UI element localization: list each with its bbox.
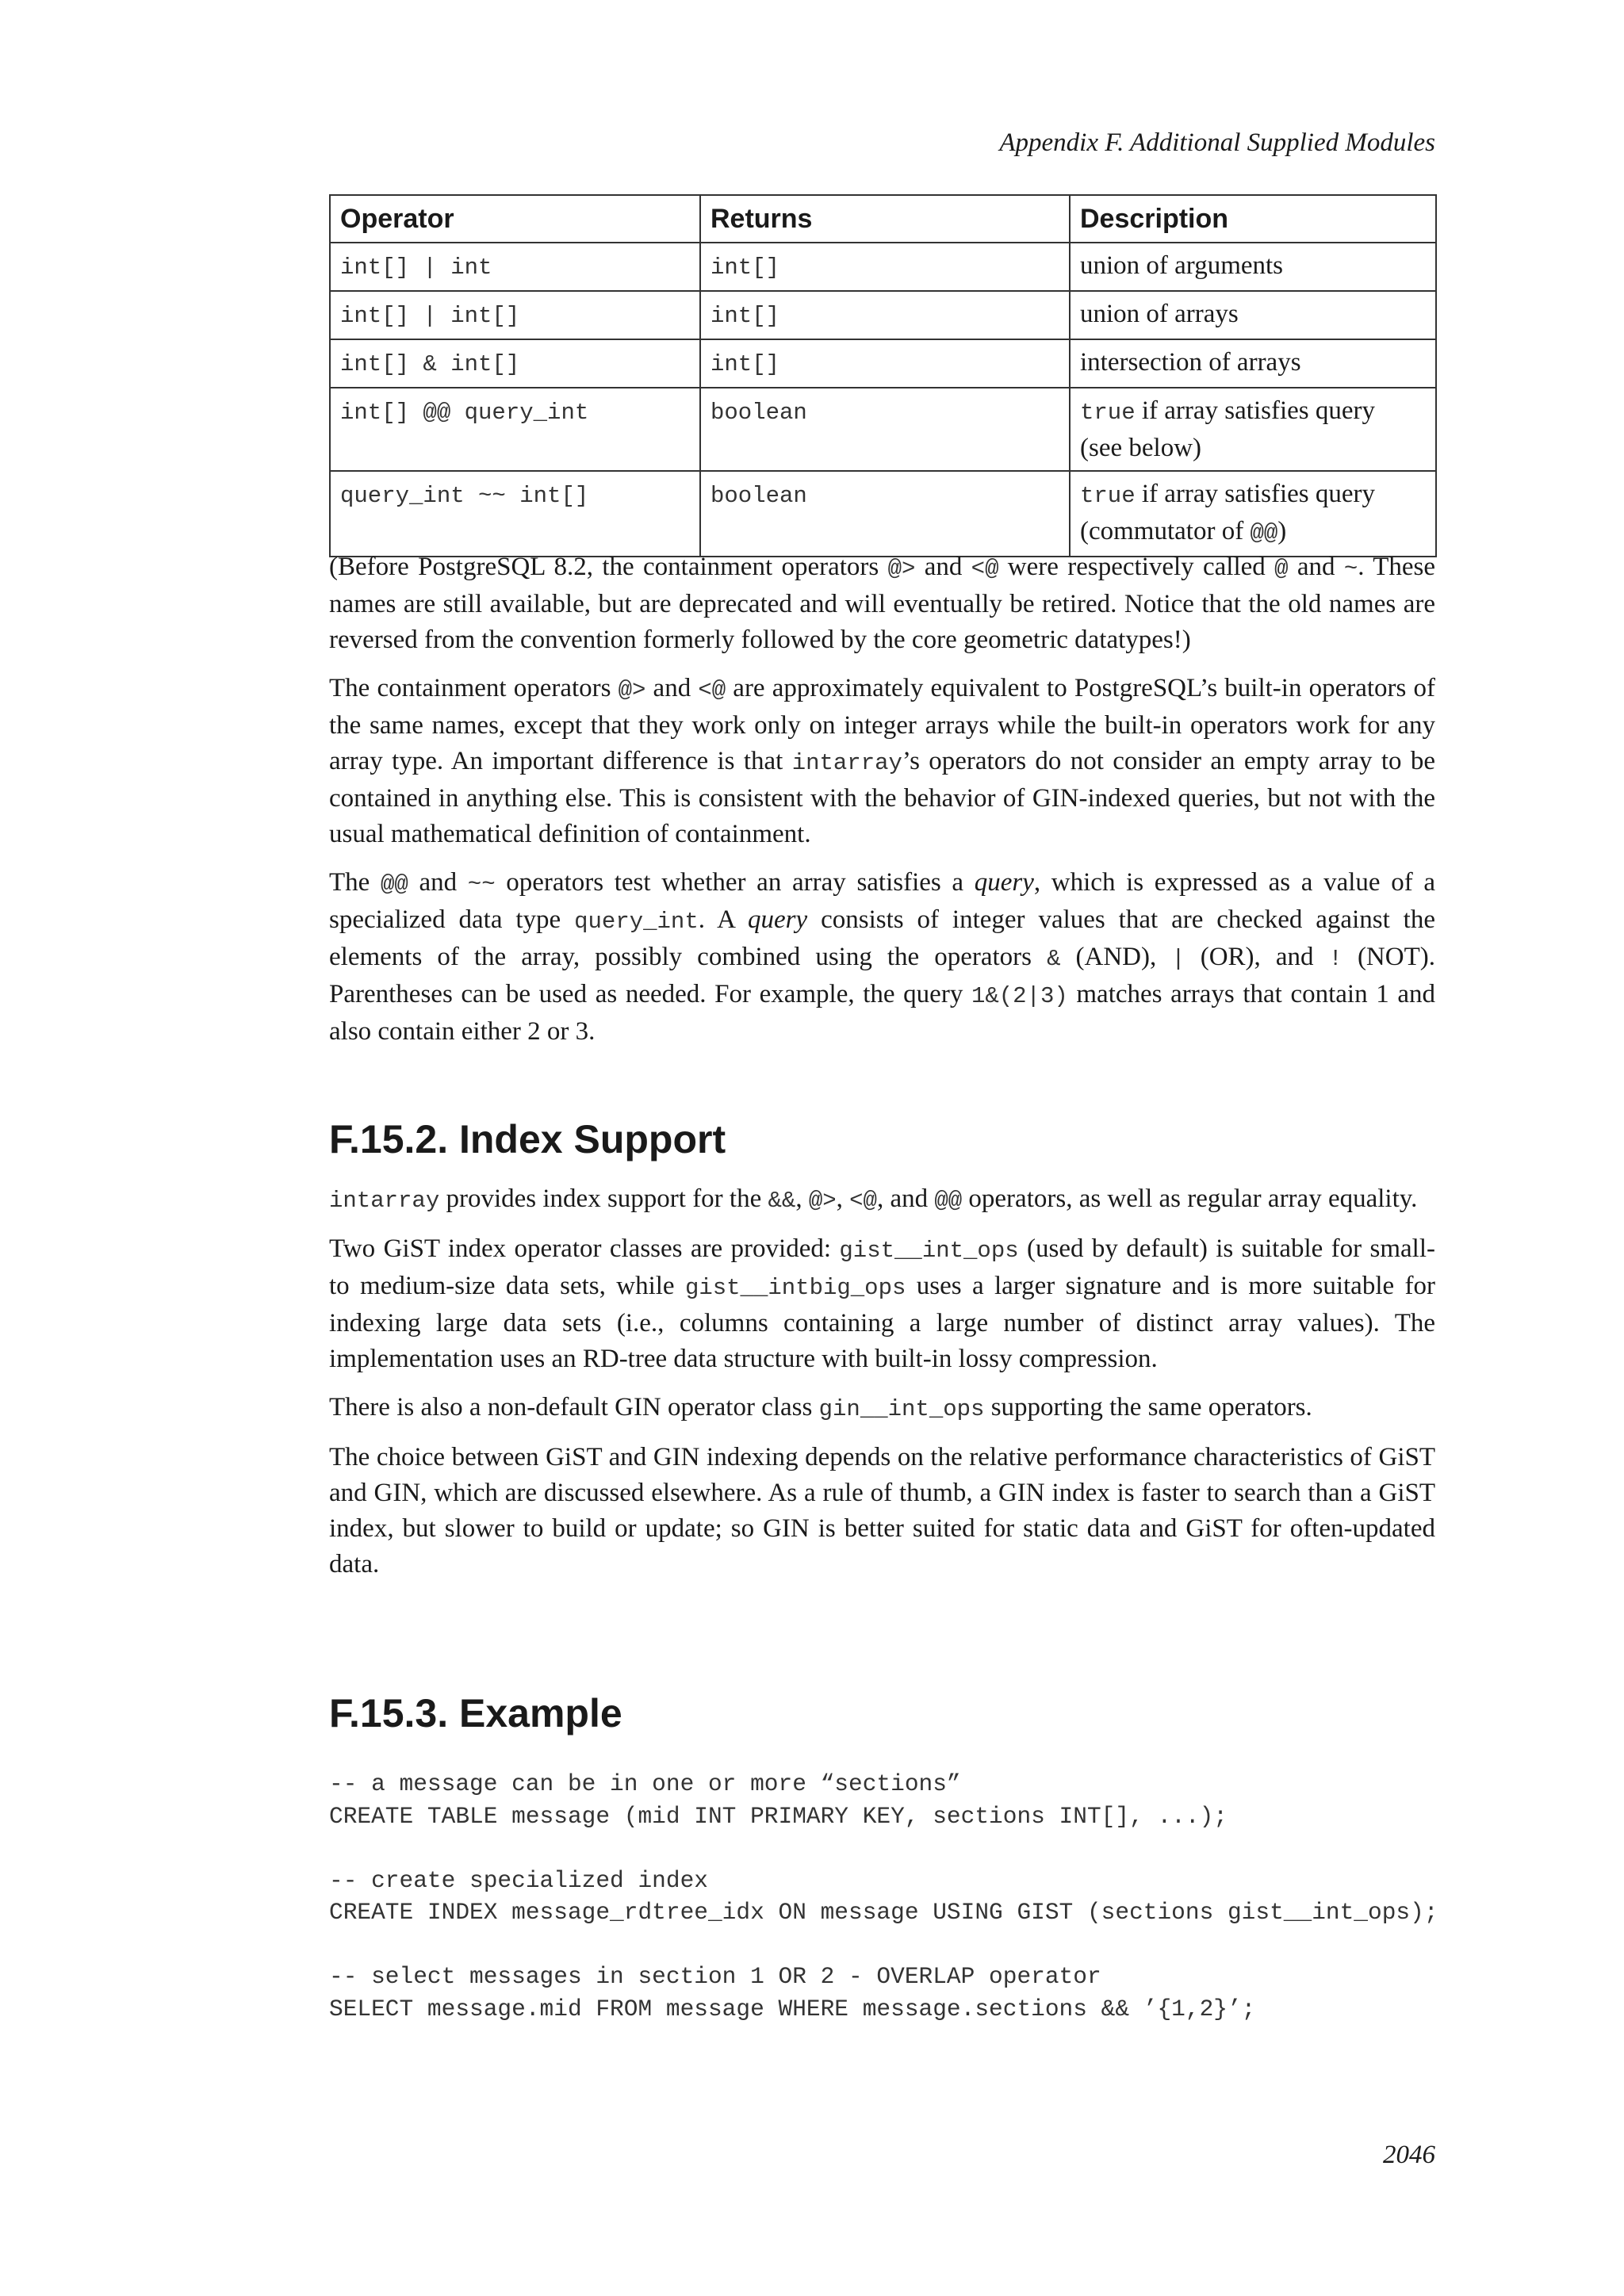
description-text-cont: (see below) — [1080, 434, 1202, 462]
description-text: if array satisfies query — [1135, 480, 1376, 508]
table-row — [330, 471, 1436, 557]
returns-code: int[] — [710, 303, 780, 329]
operator-code: int[] | int[] — [340, 303, 520, 329]
operator-cell — [330, 243, 700, 291]
description-code: true — [1080, 483, 1136, 509]
description-cell — [1070, 243, 1436, 291]
returns-code: int[] — [710, 254, 780, 281]
description-text: union of arguments — [1080, 251, 1284, 280]
operator-table — [329, 194, 1437, 557]
running-header: Appendix F. Additional Supplied Modules — [999, 128, 1435, 157]
table-row — [330, 291, 1436, 339]
returns-code: int[] — [710, 351, 780, 377]
description-text: intersection of arrays — [1080, 348, 1301, 377]
operator-cell — [330, 471, 700, 557]
page-number: 2046 — [1383, 2141, 1435, 2169]
section-heading-index-support: F.15.2. Index Support — [329, 1117, 726, 1161]
operator-cell — [330, 388, 700, 471]
operators-notes — [329, 549, 1435, 1050]
operator-code: query_int ~~ int[] — [340, 483, 589, 509]
operator-code: int[] & int[] — [340, 351, 520, 377]
paragraph-index-ops: intarray provides index support for the &&, @>, <@, and @@ operators, as well as regular array equality. — [329, 1184, 1418, 1214]
description-cell — [1070, 471, 1436, 557]
returns-cell — [700, 291, 1070, 339]
returns-cell — [700, 243, 1070, 291]
description-cell — [1070, 339, 1436, 388]
description-text: union of arrays — [1080, 300, 1239, 328]
table-row — [330, 243, 1436, 291]
description-cell — [1070, 388, 1436, 471]
column-header-returns: Returns — [700, 195, 1070, 243]
code-example: -- a message can be in one or more “sections” CREATE TABLE message (mid INT PRIMARY KEY, sections INT[], ...); -- create specialized index CREATE INDEX message_rdtree_idx ON message USING GIST (sections gist__int_ops); -- select messages in section 1 OR 2 - OVERLAP operator SELECT message.mid FROM message WHERE message.sections && ’{1,2}’; — [329, 1770, 1438, 2022]
paragraph-containment: The containment operators @> and <@ are approximately equivalent to PostgreSQL’s built-in operators of the same names, except that they work only on integer arrays while the built-in operators work for any array type. An important difference is that intarray’s operators do not consider an empty array to be contained in anything else. This is consistent with the behavior of GIN-indexed queries, but not with the usual mathematical definition of containment. — [329, 674, 1435, 848]
paragraph-gist-vs-gin: The choice between GiST and GIN indexing depends on the relative performance characteristics of GiST and GIN, which are discussed elsewhere. As a rule of thumb, a GIN index is faster to search than a GiST index, but slower to build or update; so GIN is better suited for static data and GiST for often-updated data. — [329, 1443, 1435, 1578]
returns-cell — [700, 339, 1070, 388]
returns-cell — [700, 471, 1070, 557]
description-text-cont: (commutator of — [1080, 517, 1251, 545]
paragraph-query: The @@ and ~~ operators test whether an array satisfies a query, which is expressed as a value of a specialized data type query_int. A query consists of integer values that are checked against the elements of the array, possibly combined using the operators & (AND), | (OR), and ! (NOT). Parentheses can be used as needed. For example, the query 1&(2|3) matches arrays that contain 1 and also contain either 2 or 3. — [329, 868, 1436, 1046]
operator-code: int[] | int — [340, 254, 492, 281]
description-text-tail: ) — [1277, 517, 1287, 545]
operator-code: int[] @@ query_int — [340, 400, 589, 426]
section-heading-example: F.15.3. Example — [329, 1691, 622, 1735]
paragraph-gist-classes: Two GiST index operator classes are provided: gist__int_ops (used by default) is suitable for small- to medium-size data sets, while gist__intbig_ops uses a larger signature and is more suitable for indexing large data sets (i.e., columns containing a large number of distinct array values). The implementation uses an RD-tree data structure with built-in lossy compression. — [329, 1234, 1436, 1373]
paragraph-legacy-names: (Before PostgreSQL 8.2, the containment operators @> and <@ were respectively called @ and ~. These names are still available, but are deprecated and will eventually be retired. Notice that the old names are reversed from the convention formerly followed by the core geometric datatypes!) — [329, 553, 1435, 654]
table-row — [330, 388, 1436, 471]
returns-code: boolean — [710, 483, 807, 509]
description-code: true — [1080, 400, 1136, 426]
table-header-row — [330, 195, 1436, 243]
returns-cell — [700, 388, 1070, 471]
index-support-text — [329, 1181, 1435, 1582]
column-header-description: Description — [1070, 195, 1436, 243]
description-code: @@ — [1250, 520, 1278, 546]
column-header-operator: Operator — [330, 195, 700, 243]
description-cell — [1070, 291, 1436, 339]
operator-cell — [330, 291, 700, 339]
returns-code: boolean — [710, 400, 807, 426]
table-row — [330, 339, 1436, 388]
operator-cell — [330, 339, 700, 388]
description-text: if array satisfies query — [1135, 396, 1376, 425]
paragraph-gin-class: There is also a non-default GIN operator class gin__int_ops supporting the same operators. — [329, 1393, 1312, 1422]
